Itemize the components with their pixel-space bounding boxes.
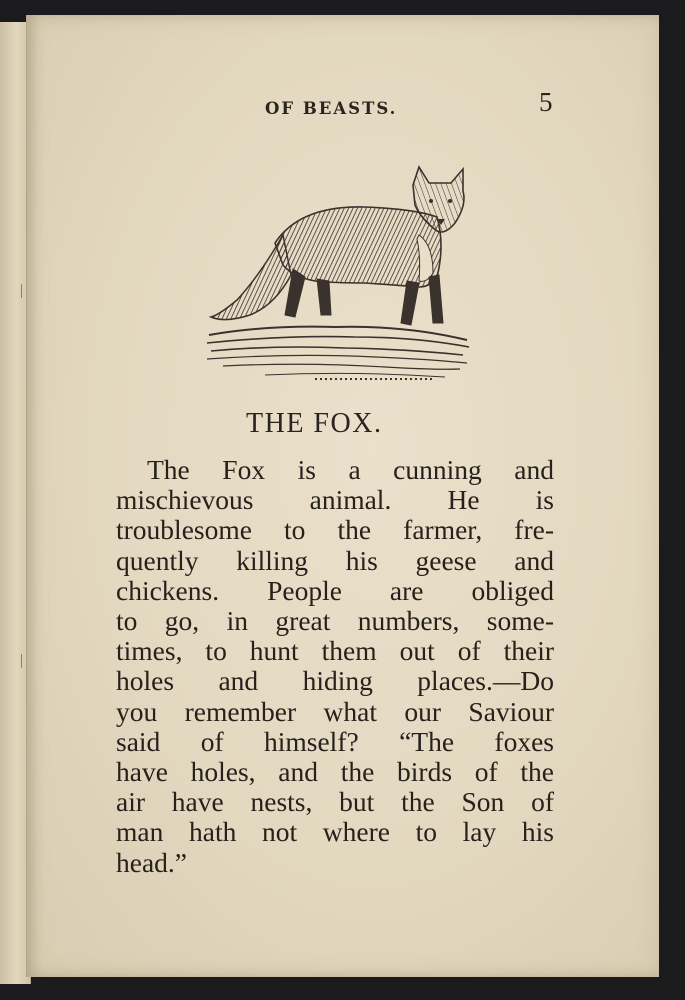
text-line: air have nests, but the Son of — [116, 786, 554, 818]
text-line: to go, in great numbers, some- — [116, 605, 554, 637]
text-line: The Fox is a cunning and — [147, 454, 554, 485]
text-line: have holes, and the birds of the — [116, 756, 554, 788]
text-line: said of himself? “The foxes — [116, 725, 554, 757]
text-line: you remember what our Saviour — [116, 695, 554, 727]
article-heading: THE FOX. — [246, 408, 383, 439]
book-page — [26, 15, 659, 977]
text-line: troublesome to the farmer, fre- — [116, 514, 554, 546]
text-line: mischievous animal. He is — [116, 484, 554, 516]
article-body — [116, 455, 554, 878]
running-head — [27, 85, 659, 125]
text-line: times, to hunt them out of their — [116, 635, 554, 667]
text-line: head.” — [116, 846, 187, 878]
fox-woodcut-icon — [205, 165, 473, 395]
running-head-title: OF BEASTS. — [265, 99, 398, 118]
text-line: holes and hiding places.—Do — [116, 665, 554, 697]
page-number: 5 — [539, 87, 553, 117]
ground-shading — [207, 327, 469, 379]
text-line: man hath not where to lay his — [116, 816, 554, 848]
text-line: chickens. People are obliged — [116, 574, 554, 606]
text-line: quently killing his geese and — [116, 544, 554, 576]
